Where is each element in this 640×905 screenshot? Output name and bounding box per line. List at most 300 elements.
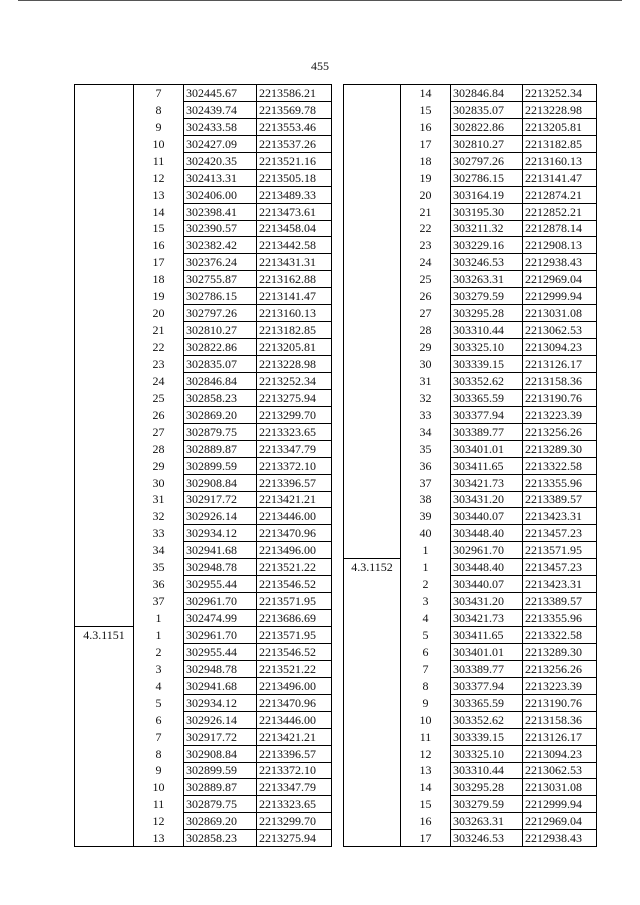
section-cell <box>344 372 401 389</box>
point-number-cell: 7 <box>134 728 184 745</box>
section-cell <box>75 677 134 694</box>
table-row <box>344 745 597 762</box>
point-number-cell: 2 <box>134 643 184 660</box>
x-coordinate-cell: 303352.62 <box>451 711 523 728</box>
section-cell <box>344 186 401 203</box>
point-number-cell: 27 <box>134 423 184 440</box>
x-coordinate-cell: 302955.44 <box>184 643 257 660</box>
section-cell <box>75 186 134 203</box>
section-cell <box>75 152 134 169</box>
table-row <box>75 356 332 373</box>
table-row <box>344 135 597 152</box>
table-row <box>344 406 597 423</box>
section-cell <box>344 762 401 779</box>
x-coordinate-cell: 303295.28 <box>451 305 523 322</box>
x-coordinate-cell: 302406.00 <box>184 186 257 203</box>
point-number-cell: 12 <box>134 813 184 830</box>
y-coordinate-cell: 2213182.85 <box>523 135 597 152</box>
y-coordinate-cell: 2213396.57 <box>257 745 332 762</box>
y-coordinate-cell: 2213470.96 <box>257 694 332 711</box>
x-coordinate-cell: 302797.26 <box>451 152 523 169</box>
point-number-cell: 39 <box>401 508 451 525</box>
section-cell <box>75 694 134 711</box>
section-cell <box>344 457 401 474</box>
table-row <box>75 559 332 576</box>
table-row <box>75 305 332 322</box>
x-coordinate-cell: 303421.73 <box>451 610 523 627</box>
point-number-cell: 8 <box>401 677 451 694</box>
section-cell <box>75 440 134 457</box>
x-coordinate-cell: 302889.87 <box>184 440 257 457</box>
y-coordinate-cell: 2213158.36 <box>523 372 597 389</box>
table-row <box>75 389 332 406</box>
section-cell <box>75 542 134 559</box>
y-coordinate-cell: 2213389.57 <box>523 593 597 610</box>
y-coordinate-cell: 2212874.21 <box>523 186 597 203</box>
x-coordinate-cell: 302899.59 <box>184 762 257 779</box>
y-coordinate-cell: 2213322.58 <box>523 627 597 644</box>
y-coordinate-cell: 2213586.21 <box>257 85 332 102</box>
table-row <box>344 169 597 186</box>
x-coordinate-cell: 302755.87 <box>184 271 257 288</box>
section-cell <box>75 796 134 813</box>
x-coordinate-cell: 302869.20 <box>184 813 257 830</box>
x-coordinate-cell: 303325.10 <box>451 745 523 762</box>
table-row <box>344 796 597 813</box>
point-number-cell: 4 <box>134 677 184 694</box>
section-cell <box>344 779 401 796</box>
table-row <box>75 813 332 830</box>
section-cell <box>75 389 134 406</box>
table-row <box>75 660 332 677</box>
table-row <box>75 423 332 440</box>
y-coordinate-cell: 2213446.00 <box>257 508 332 525</box>
section-cell <box>344 542 401 559</box>
section-cell <box>75 728 134 745</box>
point-number-cell: 35 <box>401 440 451 457</box>
y-coordinate-cell: 2213442.58 <box>257 237 332 254</box>
y-coordinate-cell: 2212938.43 <box>523 830 597 847</box>
x-coordinate-cell: 303377.94 <box>451 406 523 423</box>
table-row <box>344 762 597 779</box>
table-row <box>344 339 597 356</box>
coordinates-table-right <box>343 84 597 847</box>
y-coordinate-cell: 2213094.23 <box>523 339 597 356</box>
y-coordinate-cell: 2213521.22 <box>257 660 332 677</box>
point-number-cell: 3 <box>401 593 451 610</box>
y-coordinate-cell: 2213355.96 <box>523 474 597 491</box>
x-coordinate-cell: 303310.44 <box>451 322 523 339</box>
section-cell <box>344 101 401 118</box>
point-number-cell: 22 <box>134 339 184 356</box>
section-cell <box>344 339 401 356</box>
y-coordinate-cell: 2213256.26 <box>523 660 597 677</box>
section-cell <box>75 169 134 186</box>
point-number-cell: 15 <box>401 796 451 813</box>
section-cell <box>75 339 134 356</box>
y-coordinate-cell: 2213094.23 <box>523 745 597 762</box>
section-cell <box>75 491 134 508</box>
table-row <box>75 745 332 762</box>
x-coordinate-cell: 302961.70 <box>184 593 257 610</box>
table-row <box>344 779 597 796</box>
x-coordinate-cell: 303421.73 <box>451 474 523 491</box>
table-row <box>75 728 332 745</box>
y-coordinate-cell: 2213571.95 <box>257 627 332 644</box>
x-coordinate-cell: 302797.26 <box>184 305 257 322</box>
x-coordinate-cell: 303431.20 <box>451 491 523 508</box>
point-number-cell: 6 <box>134 711 184 728</box>
table-row <box>344 237 597 254</box>
point-number-cell: 18 <box>134 271 184 288</box>
x-coordinate-cell: 302858.23 <box>184 389 257 406</box>
point-number-cell: 20 <box>401 186 451 203</box>
table-row <box>75 677 332 694</box>
table-row <box>344 694 597 711</box>
y-coordinate-cell: 2213546.52 <box>257 576 332 593</box>
point-number-cell: 10 <box>401 711 451 728</box>
y-coordinate-cell: 2213062.53 <box>523 322 597 339</box>
section-cell <box>344 288 401 305</box>
section-cell <box>344 491 401 508</box>
table-row <box>344 643 597 660</box>
table-row <box>344 813 597 830</box>
section-cell <box>75 660 134 677</box>
y-coordinate-cell: 2213323.65 <box>257 796 332 813</box>
table-row <box>344 372 597 389</box>
table-row <box>75 85 332 102</box>
point-number-cell: 10 <box>134 135 184 152</box>
point-number-cell: 21 <box>401 203 451 220</box>
x-coordinate-cell: 303389.77 <box>451 423 523 440</box>
y-coordinate-cell: 2213446.00 <box>257 711 332 728</box>
y-coordinate-cell: 2213182.85 <box>257 322 332 339</box>
x-coordinate-cell: 303365.59 <box>451 389 523 406</box>
x-coordinate-cell: 302908.84 <box>184 745 257 762</box>
y-coordinate-cell: 2213126.17 <box>523 356 597 373</box>
x-coordinate-cell: 302822.86 <box>184 339 257 356</box>
point-number-cell: 32 <box>134 508 184 525</box>
x-coordinate-cell: 303401.01 <box>451 643 523 660</box>
coordinates-table-left <box>74 84 332 847</box>
point-number-cell: 12 <box>401 745 451 762</box>
table-row <box>75 457 332 474</box>
y-coordinate-cell: 2213473.61 <box>257 203 332 220</box>
y-coordinate-cell: 2213423.31 <box>523 576 597 593</box>
table-row <box>75 796 332 813</box>
section-cell <box>344 728 401 745</box>
point-number-cell: 1 <box>134 610 184 627</box>
x-coordinate-cell: 302869.20 <box>184 406 257 423</box>
table-row <box>344 440 597 457</box>
y-coordinate-cell: 2213160.13 <box>257 305 332 322</box>
point-number-cell: 33 <box>134 525 184 542</box>
table-row <box>344 186 597 203</box>
x-coordinate-cell: 303211.32 <box>451 220 523 237</box>
section-cell <box>344 152 401 169</box>
x-coordinate-cell: 302926.14 <box>184 508 257 525</box>
point-number-cell: 36 <box>401 457 451 474</box>
y-coordinate-cell: 2212969.04 <box>523 271 597 288</box>
y-coordinate-cell: 2213421.21 <box>257 728 332 745</box>
y-coordinate-cell: 2213323.65 <box>257 423 332 440</box>
section-cell <box>344 745 401 762</box>
table-row <box>75 288 332 305</box>
y-coordinate-cell: 2213569.78 <box>257 101 332 118</box>
y-coordinate-cell: 2213205.81 <box>257 339 332 356</box>
y-coordinate-cell: 2213372.10 <box>257 457 332 474</box>
table-row <box>344 711 597 728</box>
x-coordinate-cell: 303279.59 <box>451 796 523 813</box>
point-number-cell: 35 <box>134 559 184 576</box>
point-number-cell: 9 <box>401 694 451 711</box>
y-coordinate-cell: 2213252.34 <box>523 85 597 102</box>
point-number-cell: 9 <box>134 118 184 135</box>
point-number-cell: 16 <box>134 237 184 254</box>
section-cell: 4.3.1151 <box>75 627 134 644</box>
y-coordinate-cell: 2213571.95 <box>257 593 332 610</box>
y-coordinate-cell: 2213158.36 <box>523 711 597 728</box>
point-number-cell: 15 <box>134 220 184 237</box>
x-coordinate-cell: 303401.01 <box>451 440 523 457</box>
x-coordinate-cell: 303339.15 <box>451 728 523 745</box>
x-coordinate-cell: 303411.65 <box>451 457 523 474</box>
section-cell <box>75 288 134 305</box>
table-row <box>75 474 332 491</box>
y-coordinate-cell: 2213470.96 <box>257 525 332 542</box>
point-number-cell: 31 <box>401 372 451 389</box>
point-number-cell: 4 <box>401 610 451 627</box>
table-row <box>344 830 597 847</box>
y-coordinate-cell: 2213160.13 <box>523 152 597 169</box>
section-cell <box>344 830 401 847</box>
point-number-cell: 30 <box>401 356 451 373</box>
point-number-cell: 13 <box>401 762 451 779</box>
y-coordinate-cell: 2213423.31 <box>523 508 597 525</box>
section-cell <box>75 711 134 728</box>
y-coordinate-cell: 2212908.13 <box>523 237 597 254</box>
table-row <box>75 440 332 457</box>
section-cell <box>75 525 134 542</box>
table-row <box>75 186 332 203</box>
section-cell <box>75 508 134 525</box>
table-row <box>75 576 332 593</box>
section-cell <box>75 118 134 135</box>
point-number-cell: 14 <box>401 85 451 102</box>
section-cell <box>75 85 134 102</box>
point-number-cell: 34 <box>134 542 184 559</box>
section-cell <box>344 525 401 542</box>
x-coordinate-cell: 303448.40 <box>451 559 523 576</box>
section-cell <box>75 610 134 627</box>
x-coordinate-cell: 303440.07 <box>451 576 523 593</box>
point-number-cell: 24 <box>401 254 451 271</box>
x-coordinate-cell: 303411.65 <box>451 627 523 644</box>
table-row <box>344 85 597 102</box>
table-row <box>344 254 597 271</box>
point-number-cell: 25 <box>134 389 184 406</box>
x-coordinate-cell: 302835.07 <box>451 101 523 118</box>
x-coordinate-cell: 302786.15 <box>451 169 523 186</box>
x-coordinate-cell: 302917.72 <box>184 728 257 745</box>
section-cell <box>344 576 401 593</box>
table-row <box>344 660 597 677</box>
table-row <box>344 271 597 288</box>
x-coordinate-cell: 303377.94 <box>451 677 523 694</box>
x-coordinate-cell: 302948.78 <box>184 660 257 677</box>
y-coordinate-cell: 2213252.34 <box>257 372 332 389</box>
y-coordinate-cell: 2213223.39 <box>523 406 597 423</box>
y-coordinate-cell: 2212969.04 <box>523 813 597 830</box>
x-coordinate-cell: 302961.70 <box>451 542 523 559</box>
table-row <box>75 254 332 271</box>
y-coordinate-cell: 2213489.33 <box>257 186 332 203</box>
y-coordinate-cell: 2213126.17 <box>523 728 597 745</box>
section-cell <box>344 254 401 271</box>
point-number-cell: 26 <box>401 288 451 305</box>
point-number-cell: 7 <box>401 660 451 677</box>
x-coordinate-cell: 302390.57 <box>184 220 257 237</box>
table-row <box>75 762 332 779</box>
point-number-cell: 40 <box>401 525 451 542</box>
section-cell <box>344 796 401 813</box>
point-number-cell: 32 <box>401 389 451 406</box>
section-cell <box>344 406 401 423</box>
point-number-cell: 37 <box>134 593 184 610</box>
section-cell: 4.3.1152 <box>344 559 401 576</box>
point-number-cell: 8 <box>134 101 184 118</box>
x-coordinate-cell: 302822.86 <box>451 118 523 135</box>
y-coordinate-cell: 2213355.96 <box>523 610 597 627</box>
point-number-cell: 7 <box>134 85 184 102</box>
x-coordinate-cell: 302398.41 <box>184 203 257 220</box>
y-coordinate-cell: 2213205.81 <box>523 118 597 135</box>
section-cell <box>344 593 401 610</box>
x-coordinate-cell: 302810.27 <box>451 135 523 152</box>
y-coordinate-cell: 2213275.94 <box>257 830 332 847</box>
x-coordinate-cell: 303246.53 <box>451 830 523 847</box>
x-coordinate-cell: 303263.31 <box>451 813 523 830</box>
table-row <box>75 694 332 711</box>
table-row <box>75 372 332 389</box>
table-row <box>344 118 597 135</box>
point-number-cell: 17 <box>401 135 451 152</box>
table-row <box>75 610 332 627</box>
x-coordinate-cell: 302846.84 <box>184 372 257 389</box>
x-coordinate-cell: 303431.20 <box>451 593 523 610</box>
section-cell <box>75 779 134 796</box>
x-coordinate-cell: 303229.16 <box>451 237 523 254</box>
point-number-cell: 14 <box>134 203 184 220</box>
table-row <box>344 525 597 542</box>
section-cell <box>344 643 401 660</box>
section-cell <box>75 135 134 152</box>
point-number-cell: 24 <box>134 372 184 389</box>
x-coordinate-cell: 302941.68 <box>184 677 257 694</box>
x-coordinate-cell: 302835.07 <box>184 356 257 373</box>
point-number-cell: 21 <box>134 322 184 339</box>
point-number-cell: 1 <box>134 627 184 644</box>
point-number-cell: 38 <box>401 491 451 508</box>
point-number-cell: 36 <box>134 576 184 593</box>
y-coordinate-cell: 2213347.79 <box>257 779 332 796</box>
x-coordinate-cell: 302846.84 <box>451 85 523 102</box>
table-row <box>344 593 597 610</box>
table-row <box>75 508 332 525</box>
table-row <box>344 559 597 576</box>
table-row <box>344 627 597 644</box>
section-cell <box>344 694 401 711</box>
table-row <box>75 101 332 118</box>
y-coordinate-cell: 2213256.26 <box>523 423 597 440</box>
x-coordinate-cell: 302948.78 <box>184 559 257 576</box>
point-number-cell: 20 <box>134 305 184 322</box>
y-coordinate-cell: 2213521.16 <box>257 152 332 169</box>
x-coordinate-cell: 302899.59 <box>184 457 257 474</box>
x-coordinate-cell: 303164.19 <box>451 186 523 203</box>
section-cell <box>75 271 134 288</box>
x-coordinate-cell: 303389.77 <box>451 660 523 677</box>
x-coordinate-cell: 303279.59 <box>451 288 523 305</box>
table-row <box>75 711 332 728</box>
y-coordinate-cell: 2212938.43 <box>523 254 597 271</box>
x-coordinate-cell: 302926.14 <box>184 711 257 728</box>
point-number-cell: 5 <box>401 627 451 644</box>
x-coordinate-cell: 303310.44 <box>451 762 523 779</box>
table-row <box>344 288 597 305</box>
y-coordinate-cell: 2213496.00 <box>257 677 332 694</box>
section-cell <box>75 254 134 271</box>
page-number: 455 <box>311 59 329 73</box>
y-coordinate-cell: 2213458.04 <box>257 220 332 237</box>
section-cell <box>75 559 134 576</box>
x-coordinate-cell: 303352.62 <box>451 372 523 389</box>
table-row <box>344 305 597 322</box>
y-coordinate-cell: 2213062.53 <box>523 762 597 779</box>
x-coordinate-cell: 303365.59 <box>451 694 523 711</box>
y-coordinate-cell: 2213141.47 <box>523 169 597 186</box>
section-cell <box>75 474 134 491</box>
y-coordinate-cell: 2212999.94 <box>523 796 597 813</box>
table-row <box>344 677 597 694</box>
x-coordinate-cell: 302376.24 <box>184 254 257 271</box>
point-number-cell: 28 <box>134 440 184 457</box>
point-number-cell: 34 <box>401 423 451 440</box>
point-number-cell: 13 <box>134 186 184 203</box>
page-top-rule <box>18 0 622 1</box>
table-row <box>344 542 597 559</box>
table-row <box>75 237 332 254</box>
table-row <box>75 525 332 542</box>
y-coordinate-cell: 2213228.98 <box>257 356 332 373</box>
y-coordinate-cell: 2213686.69 <box>257 610 332 627</box>
section-cell <box>75 322 134 339</box>
y-coordinate-cell: 2213141.47 <box>257 288 332 305</box>
section-cell <box>344 118 401 135</box>
section-cell <box>75 101 134 118</box>
section-cell <box>75 745 134 762</box>
y-coordinate-cell: 2213275.94 <box>257 389 332 406</box>
y-coordinate-cell: 2213372.10 <box>257 762 332 779</box>
y-coordinate-cell: 2213322.58 <box>523 457 597 474</box>
table-row <box>75 322 332 339</box>
point-number-cell: 23 <box>134 356 184 373</box>
point-number-cell: 14 <box>401 779 451 796</box>
y-coordinate-cell: 2212999.94 <box>523 288 597 305</box>
point-number-cell: 37 <box>401 474 451 491</box>
point-number-cell: 22 <box>401 220 451 237</box>
x-coordinate-cell: 302786.15 <box>184 288 257 305</box>
